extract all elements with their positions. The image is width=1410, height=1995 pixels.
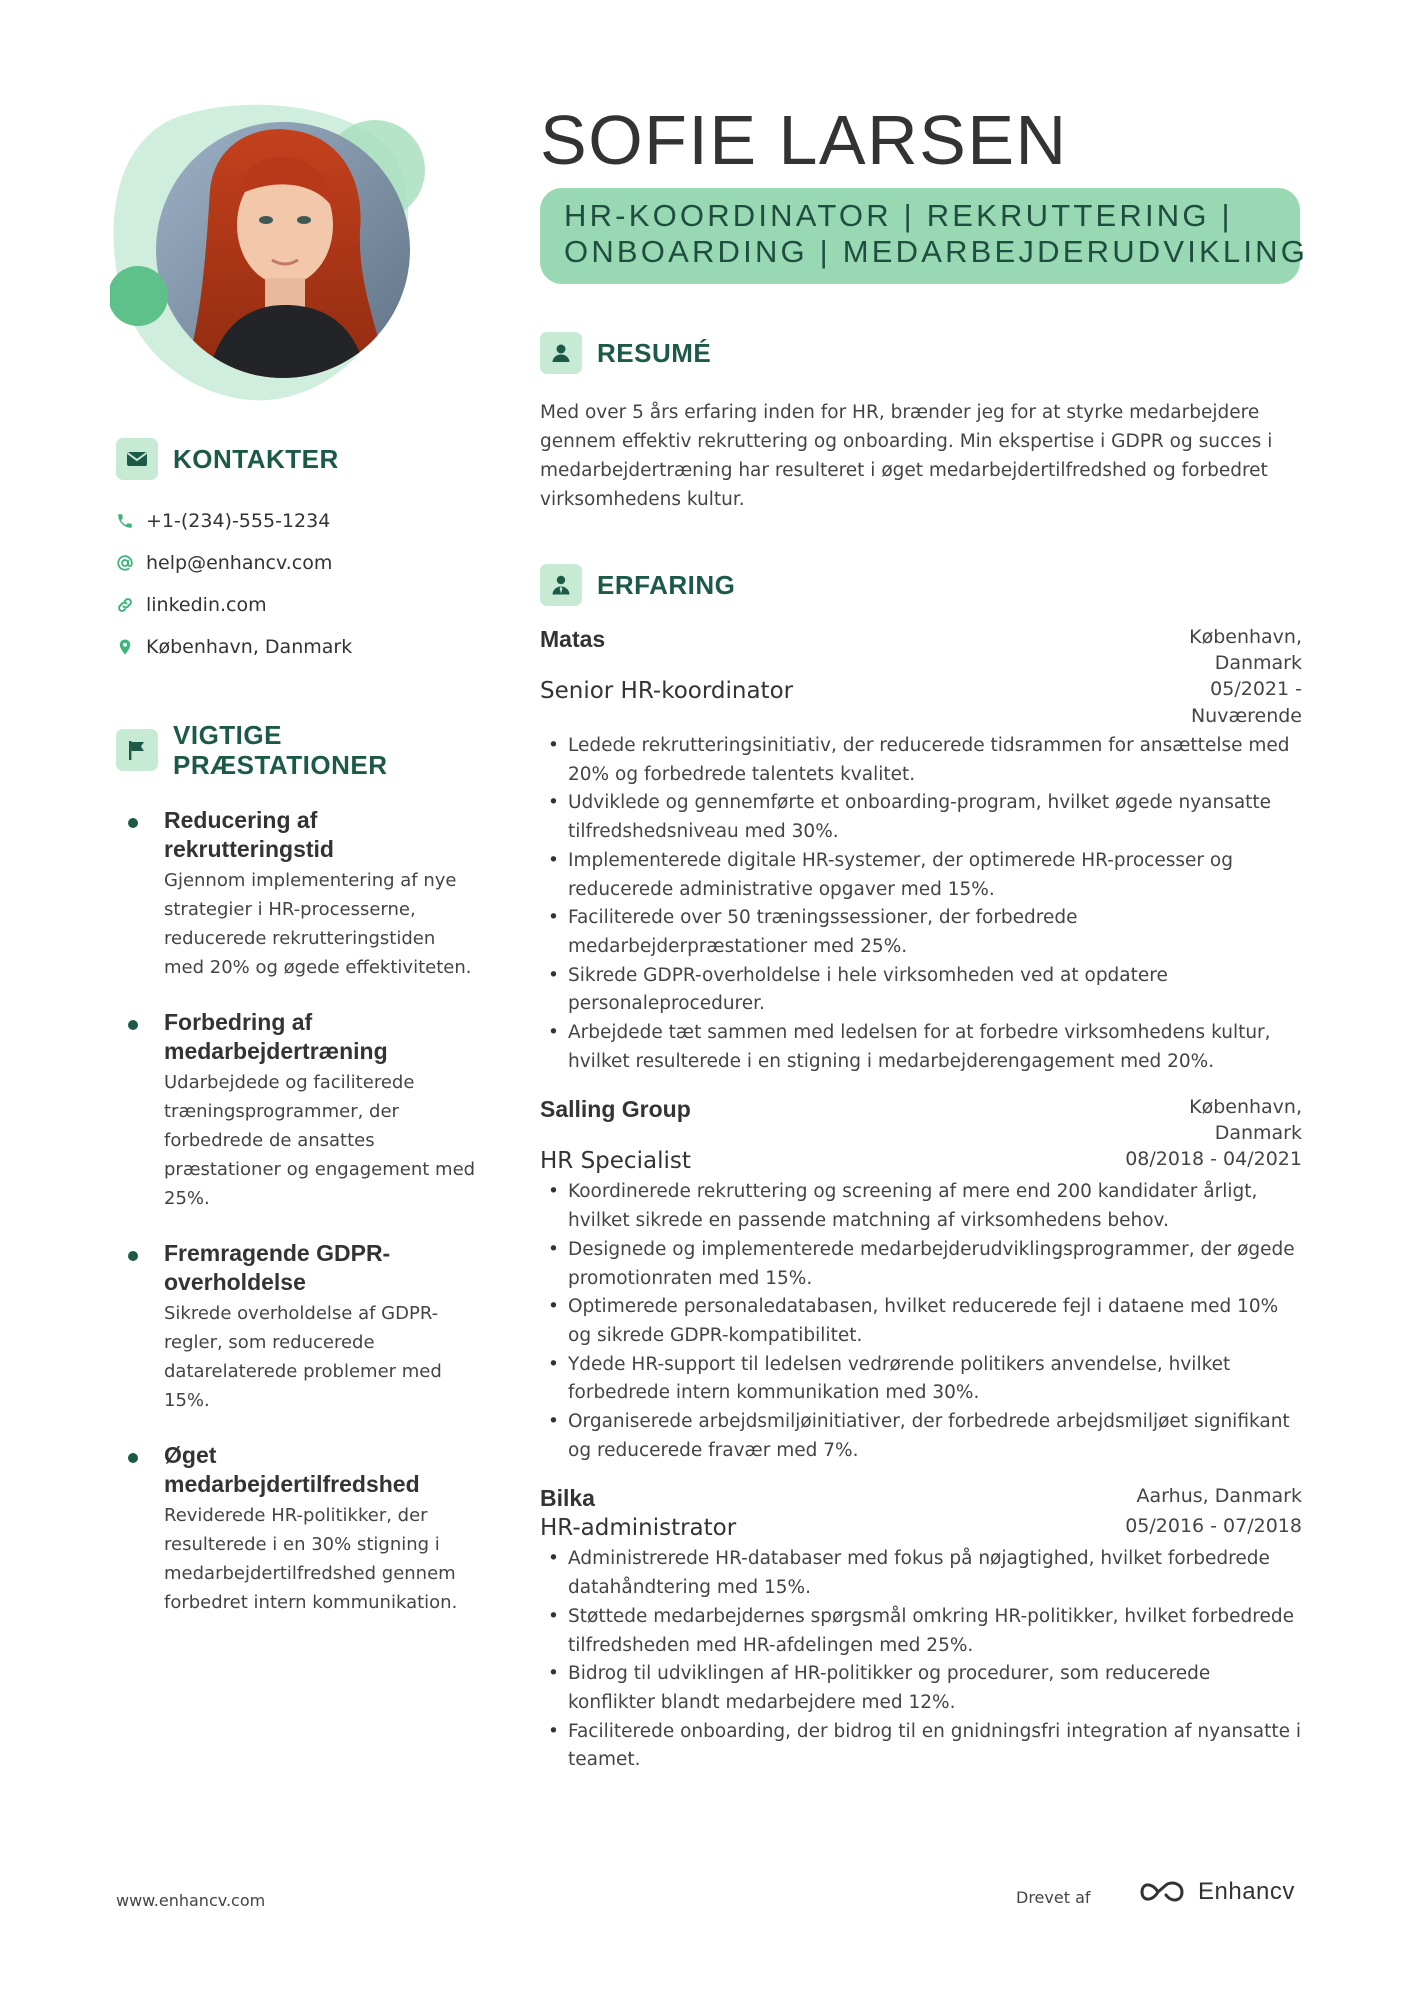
link-icon	[116, 596, 134, 614]
employee-icon	[540, 564, 582, 606]
achievement-item	[116, 1008, 476, 1213]
job-entry	[540, 624, 1302, 1076]
job-bullets	[540, 732, 1302, 1076]
job-title-line: ONBOARDING | MEDARBEJDERUDVIKLING	[564, 234, 1309, 269]
job-bullet: • Designede og implementerede medarbejderudviklingsprogrammer, der øgede promotionraten med 15%.	[540, 1236, 1302, 1293]
footer-powered-by: Drevet af	[1016, 1888, 1091, 1907]
contact-location	[116, 626, 476, 668]
experience-header	[540, 564, 1302, 606]
achievement-item	[116, 1239, 476, 1415]
profile-photo	[110, 100, 430, 410]
location-icon	[116, 638, 134, 656]
achievements-list	[116, 806, 476, 1617]
job-location: København, Danmark	[1189, 1096, 1302, 1145]
job-dates: 05/2021 - Nuværende	[1190, 678, 1302, 727]
job-title-banner	[540, 188, 1309, 284]
job-bullet: • Organiserede arbejdsmiljøinitiativer, der forbedrede arbejdsmiljøet signifikant og reducerede fravær med 7%.	[540, 1408, 1302, 1465]
contact-email-text: help@enhancv.com	[146, 552, 333, 574]
job-bullet: • Udviklede og gennemførte et onboarding-program, hvilket øgede nyansatte tilfredshedsniveau med 30%.	[540, 789, 1302, 846]
contact-email[interactable]	[116, 542, 476, 584]
achievement-description: Gjennom implementering af nye strategier i HR-processerne, reducerede rekrutteringstiden med 20% og øgede effektiviteten.	[164, 870, 472, 978]
contacts-heading: KONTAKTER	[173, 444, 339, 474]
contact-phone[interactable]	[116, 500, 476, 542]
job-location: København, Danmark	[1189, 626, 1302, 674]
enhancv-logo[interactable]	[1138, 1877, 1295, 1907]
contact-list	[116, 500, 476, 668]
job-location: Aarhus, Danmark	[1136, 1485, 1302, 1508]
bullet-dot-icon	[128, 1251, 138, 1261]
bullet-dot-icon	[128, 1453, 138, 1463]
achievement-description: Reviderede HR-politikker, der resulterede i en 30% stigning i medarbejdertilfredshed gennem forbedret intern kommunikation.	[164, 1505, 458, 1613]
candidate-name: SOFIE LARSEN	[540, 101, 1068, 179]
summary-header	[540, 332, 1302, 374]
company-name: Bilka	[540, 1485, 595, 1512]
job-role: HR-administrator	[540, 1515, 737, 1542]
job-bullet: • Støttede medarbejdernes spørgsmål omkring HR-politikker, hvilket forbedrede tilfredsheden med HR-afdelingen med 25%.	[540, 1603, 1302, 1660]
job-bullet: • Faciliterede over 50 træningssessioner, der forbedrede medarbejderpræstationer med 25%.	[540, 904, 1302, 961]
company-name: Salling Group	[540, 1096, 691, 1123]
achievement-item	[116, 806, 476, 982]
achievements-header	[116, 720, 476, 780]
job-bullet: • Optimerede personaledatabasen, hvilket reducerede fejl i dataene med 10% og sikrede GDPR-kompatibilitet.	[540, 1293, 1302, 1350]
footer-website-link[interactable]: www.enhancv.com	[116, 1891, 266, 1910]
job-bullet: • Administrerede HR-databaser med fokus på nøjagtighed, hvilket forbedrede datahåndtering med 15%.	[540, 1545, 1302, 1602]
job-bullet: • Bidrog til udviklingen af HR-politikker og procedurer, som reducerede konflikter blandt medarbejdere med 12%.	[540, 1660, 1302, 1717]
person-icon	[540, 332, 582, 374]
job-bullet: • Arbejdede tæt sammen med ledelsen for at forbedre virksomhedens kultur, hvilket resulterede i en stigning i medarbejderengagement med 20%.	[540, 1019, 1302, 1076]
job-bullet: • Ledede rekrutteringsinitiativ, der reducerede tidsrammen for ansættelse med 20% og forbedrede talentets kvalitet.	[540, 732, 1302, 789]
phone-icon	[116, 512, 134, 530]
job-bullet: • Ydede HR-support til ledelsen vedrørende politikers anvendelse, hvilket forbedrede intern kommunikation med 30%.	[540, 1351, 1302, 1408]
job-dates: 05/2016 - 07/2018	[1125, 1515, 1302, 1538]
achievement-item	[116, 1441, 476, 1617]
achievement-title: Forbedring af medarbejdertræning	[164, 1009, 388, 1064]
achievement-title: Reducering af rekrutteringstid	[164, 807, 334, 862]
job-bullets	[540, 1178, 1302, 1465]
bullet-dot-icon	[128, 818, 138, 828]
summary-text: Med over 5 års erfaring inden for HR, brænder jeg for at styrke medarbejdere gennem effektiv rekruttering og onboarding. Min ekspertise i GDPR og succes i medarbejdertræning har resulteret i øget medarbejdertilfredshed og forbedret virksomhedens kultur.	[540, 402, 1273, 510]
achievements-section	[116, 720, 476, 1643]
flag-icon	[116, 729, 158, 771]
job-role: HR Specialist	[540, 1148, 691, 1175]
achievements-heading: VIGTIGE PRÆSTATIONER	[173, 720, 388, 780]
job-bullet: • Sikrede GDPR-overholdelse i hele virksomheden ved at opdatere personaleprocedurer.	[540, 962, 1302, 1019]
contacts-header	[116, 438, 476, 480]
envelope-icon	[116, 438, 158, 480]
experience-heading: ERFARING	[597, 570, 736, 600]
contact-location-text: København, Danmark	[146, 636, 353, 658]
job-entry	[540, 1094, 1302, 1465]
job-bullet: • Implementerede digitale HR-systemer, der optimerede HR-processer og reducerede administrative opgaver med 15%.	[540, 847, 1302, 904]
achievement-title: Fremragende GDPR-overholdelse	[164, 1240, 391, 1295]
achievement-description: Sikrede overholdelse af GDPR-regler, som reducerede datarelaterede problemer med 15%.	[164, 1303, 442, 1411]
summary-heading: RESUMÉ	[597, 338, 712, 368]
achievement-description: Udarbejdede og faciliterede træningsprogrammer, der forbedrede de ansattes præstationer og engagement med 25%.	[164, 1072, 476, 1209]
brand-name: Enhancv	[1198, 1878, 1295, 1905]
job-title-line: HR-KOORDINATOR | REKRUTTERING |	[564, 198, 1233, 233]
summary-section	[540, 332, 1302, 514]
job-bullet: • Faciliterede onboarding, der bidrog til en gnidningsfri integration af nyansatte i teamet.	[540, 1718, 1302, 1775]
at-icon	[116, 554, 134, 572]
job-role: Senior HR-koordinator	[540, 678, 794, 704]
company-name: Matas	[540, 626, 606, 652]
achievement-title: Øget medarbejdertilfredshed	[164, 1442, 420, 1497]
contact-linkedin-text: linkedin.com	[146, 594, 267, 616]
job-bullet: • Koordinerede rekruttering og screening af mere end 200 kandidater årligt, hvilket sikrede en passende matchning af virksomhedens behov.	[540, 1178, 1302, 1235]
experience-section	[540, 564, 1302, 1775]
job-dates: 08/2018 - 04/2021	[1125, 1148, 1302, 1171]
contact-phone-text: +1-(234)-555-1234	[146, 510, 331, 532]
infinity-logo-icon	[1138, 1877, 1186, 1907]
job-entry	[540, 1483, 1302, 1775]
bullet-dot-icon	[128, 1020, 138, 1030]
contact-linkedin[interactable]	[116, 584, 476, 626]
job-bullets	[540, 1545, 1302, 1775]
contacts-section	[116, 438, 476, 668]
